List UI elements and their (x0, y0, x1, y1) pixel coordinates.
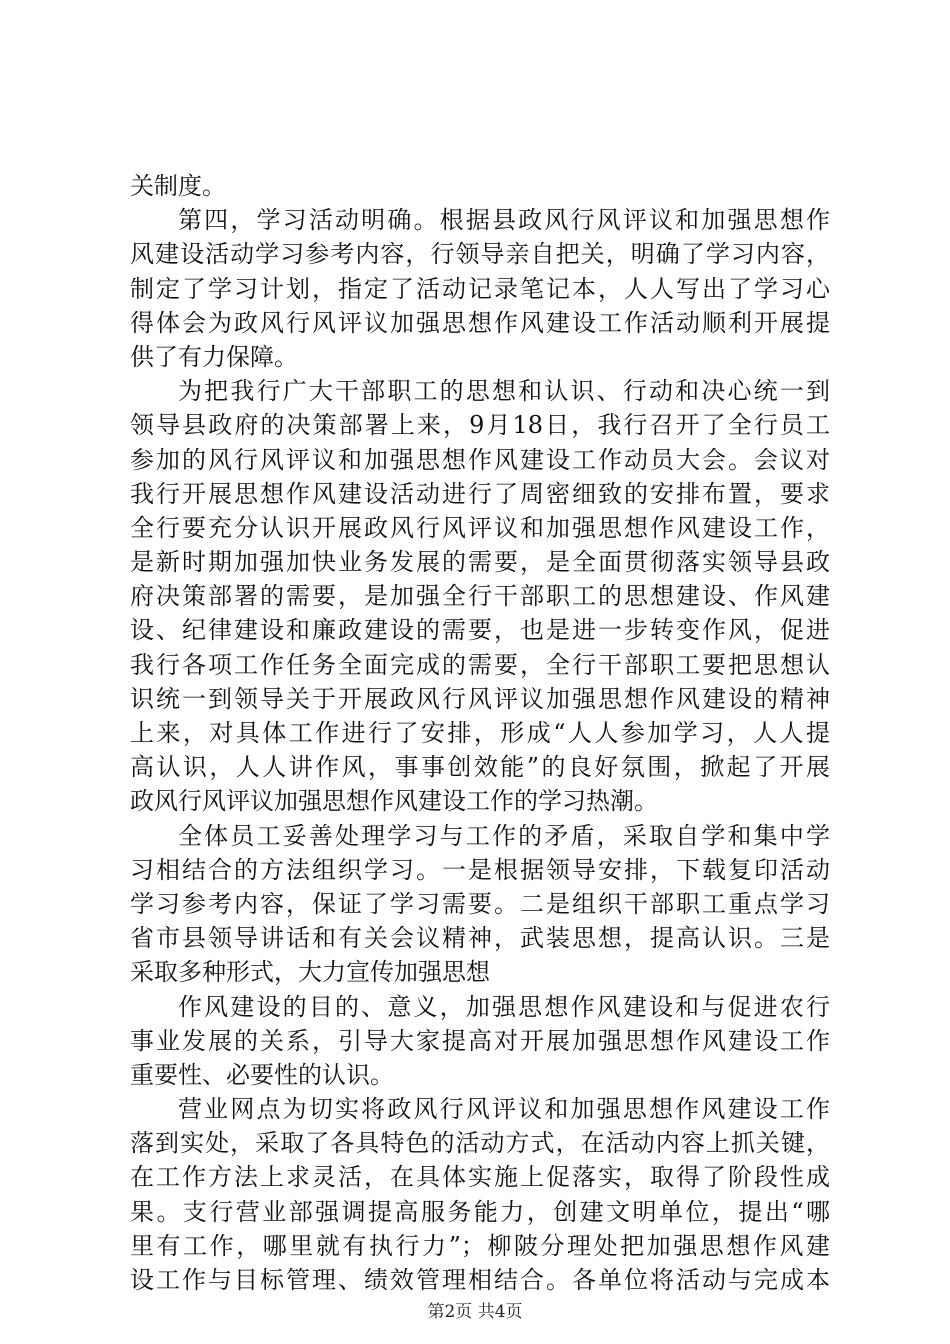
text-line: 里有工作，哪里就有执行力”；柳陂分理处把加强思想作风建 (130, 1231, 830, 1260)
document-body (130, 169, 830, 1297)
text-line: 府决策部署的需要，是加强全行干部职工的思想建设、作风建 (130, 582, 830, 611)
text-line: 全体员工妥善处理学习与工作的矛盾，采取自学和集中学 (178, 821, 830, 850)
text-line: 领导县政府的决策部署上来，9月18日，我行召开了全行员工 (130, 411, 830, 440)
text-line: 设工作与目标管理、绩效管理相结合。各单位将活动与完成本 (130, 1266, 830, 1294)
text-line: 我行开展思想作风建设活动进行了周密细致的安排布置，要求 (130, 479, 830, 508)
text-line: 我行各项工作任务全面完成的需要，全行干部职工要把思想认 (130, 650, 830, 679)
text-line: 政风行风评议加强思想作风建设工作的学习热潮。 (130, 787, 658, 816)
text-line: 果。支行营业部强调提高服务能力，创建文明单位，提出“哪 (130, 1197, 830, 1226)
text-line: 关制度。 (130, 172, 226, 200)
text-line: 学习参考内容，保证了学习需要。二是组织干部职工重点学习 (130, 889, 830, 918)
text-line: 采取多种形式，大力宣传加强思想 (130, 958, 490, 987)
text-line: 事业发展的关系，引导大家提高对开展加强思想作风建设工作 (130, 1026, 830, 1055)
text-line: 习相结合的方法组织学习。一是根据领导安排，下载复印活动 (130, 855, 830, 884)
text-line: 全行要充分认识开展政风行风评议和加强思想作风建设工作， (130, 513, 830, 542)
text-line: 上来，对具体工作进行了安排，形成“人人参加学习，人人提 (130, 719, 830, 747)
text-line: 高认识，人人讲作风，事事创效能”的良好氛围，掀起了开展 (130, 753, 830, 782)
text-line: 为把我行广大干部职工的思想和认识、行动和决心统一到 (178, 377, 830, 406)
text-line: 风建设活动学习参考内容，行领导亲自把关，明确了学习内容， (130, 240, 830, 269)
text-line: 落到实处，采取了各具特色的活动方式，在活动内容上抓关键， (130, 1129, 830, 1158)
text-line: 重要性、必要性的认识。 (130, 1060, 394, 1089)
text-line: 营业网点为切实将政风行风评议和加强思想作风建设工作 (178, 1095, 830, 1124)
text-line: 第四，学习活动明确。根据县政风行风评议和加强思想作 (178, 206, 830, 235)
text-line: 得体会为政风行风评议加强思想作风建设工作活动顺利开展提 (130, 308, 830, 337)
text-line: 识统一到领导关于开展政风行风评议加强思想作风建设的精神 (130, 684, 830, 713)
text-line: 在工作方法上求灵活，在具体实施上促落实，取得了阶段性成 (130, 1163, 830, 1192)
text-line: 参加的风行风评议和加强思想作风建设工作动员大会。会议对 (130, 445, 830, 474)
page-footer: 第2页 共4页 (427, 1302, 523, 1322)
text-line: 作风建设的目的、意义，加强思想作风建设和与促进农行 (178, 992, 830, 1021)
text-line: 制定了学习计划，指定了活动记录笔记本，人人写出了学习心 (130, 274, 830, 303)
text-line: 省市县领导讲话和有关会议精神，武装思想，提高认识。三是 (130, 924, 830, 953)
text-line: 供了有力保障。 (130, 342, 298, 371)
text-line: 设、纪律建设和廉政建设的需要，也是进一步转变作风，促进 (130, 616, 830, 645)
text-line: 是新时期加强加快业务发展的需要，是全面贯彻落实领导县政 (130, 548, 830, 577)
